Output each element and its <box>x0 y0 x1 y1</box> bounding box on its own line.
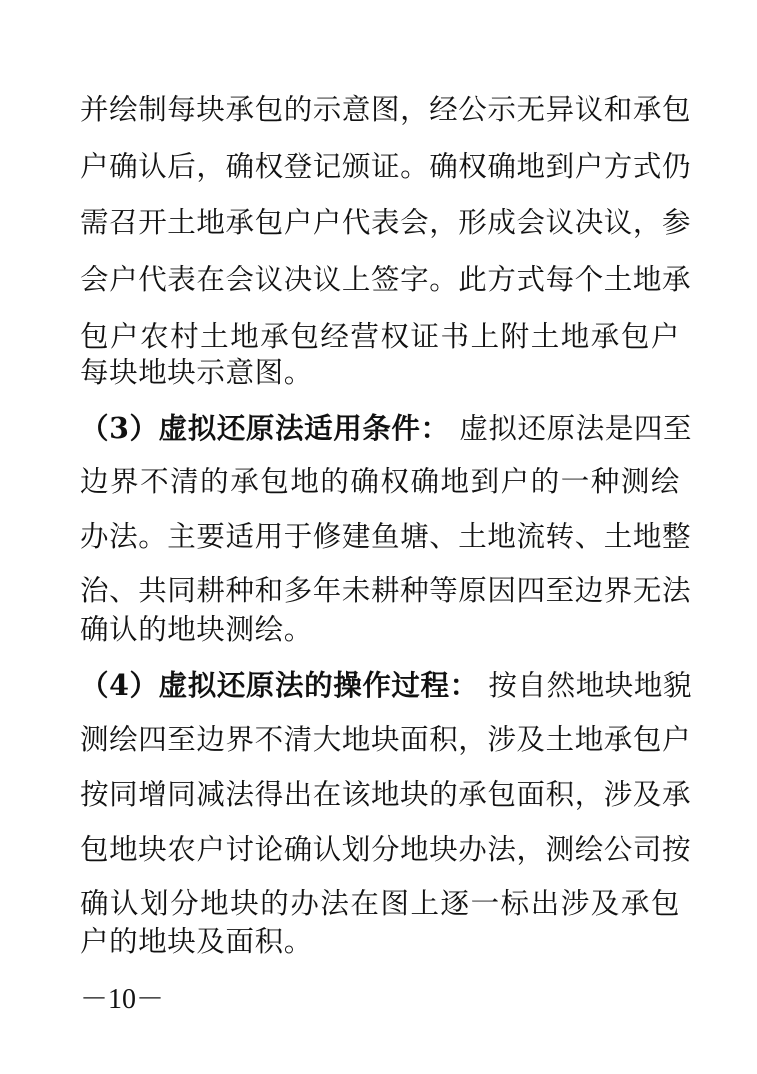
line-text: 需召开土地承包户户代表会，形成会议决议，参 <box>80 206 692 239</box>
line-text: 按自然地块地貌 <box>488 669 693 702</box>
line-text: 确认划分地块的办法在图上逐一标出涉及承包 <box>80 887 680 920</box>
line-text: 测绘四至边界不清大地块面积，涉及土地承包户 <box>80 723 692 756</box>
section-3-first-line <box>80 408 693 448</box>
paragraph-line-last <box>80 610 680 650</box>
paragraph-line <box>80 775 692 815</box>
line-text: 户确认后，确权登记颁证。确权确地到户方式仍 <box>80 150 692 183</box>
line-text: 会户代表在会议决议上签字。此方式每个土地承 <box>80 263 692 296</box>
line-text: 包户农村土地承包经营权证书上附土地承包户 <box>80 320 680 353</box>
paragraph-line <box>80 317 680 357</box>
line-text: 每块地块示意图。 <box>80 356 313 389</box>
paragraph-line <box>80 203 692 243</box>
line-text: 包地块农户讨论确认划分地块办法，测绘公司按 <box>80 833 692 866</box>
paragraph-line <box>80 147 692 187</box>
paragraph-line <box>80 720 692 760</box>
line-text: 虚拟还原法是四至 <box>459 412 693 445</box>
line-text: 并绘制每块承包的示意图，经公示无异议和承包 <box>80 93 692 126</box>
section-4-first-line <box>80 665 693 705</box>
paragraph-line <box>80 884 680 924</box>
page-number: －10－ <box>80 984 165 1015</box>
line-text: 确认的地块测绘。 <box>80 613 313 646</box>
paragraph-line <box>80 830 692 870</box>
paragraph-line <box>80 260 692 300</box>
paragraph-line-last <box>80 353 680 393</box>
paragraph-line <box>80 517 692 557</box>
line-text: 治、共同耕种和多年未耕种等原因四至边界无法 <box>80 574 692 607</box>
line-text: 按同增同减法得出在该地块的承包面积，涉及承 <box>80 778 692 811</box>
paragraph-line <box>80 90 692 130</box>
section-3-heading: （3）虚拟还原法适用条件： <box>80 411 450 445</box>
paragraph-line <box>80 571 692 611</box>
paragraph-line <box>80 462 680 502</box>
line-text: 户的地块及面积。 <box>80 925 313 958</box>
line-text: 边界不清的承包地的确权确地到户的一种测绘 <box>80 465 680 498</box>
line-text: 办法。主要适用于修建鱼塘、土地流转、土地整 <box>80 520 692 553</box>
section-4-heading: （4）虚拟还原法的操作过程： <box>80 668 479 702</box>
paragraph-line-last <box>80 922 680 962</box>
